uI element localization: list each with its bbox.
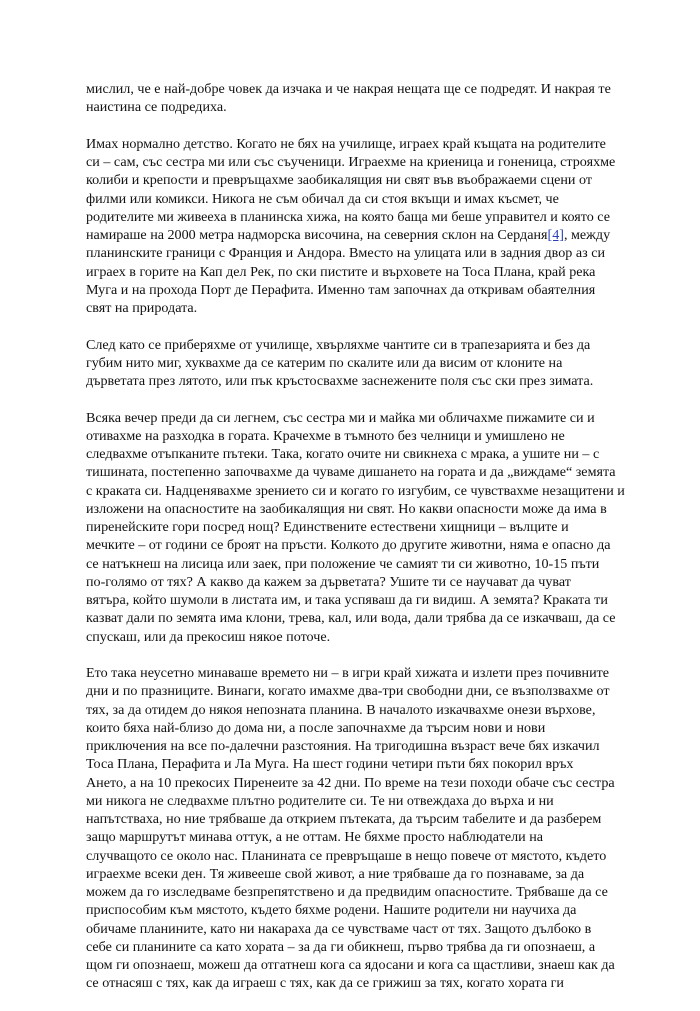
text-line: пиренейските гори посред нощ? Единствените естествени хищници – вълците и	[86, 519, 569, 535]
text-line: ми никога не следвахме плътно родителите си. Те ни отвеждаха до върха и ни	[86, 792, 554, 809]
text-line: наистина се подредиха.	[86, 99, 227, 116]
text-line: планинските граници с Франция и Андора. Вместо на улицата или в задния двор аз си	[86, 245, 606, 262]
text-line: се отнасяш с тях, как да играеш с тях, как да се грижиш за тях, когато хората ги	[86, 975, 564, 992]
text-line: колиби и крепости и превръщахме заобикалящия ни свят във въображаеми сцени от	[86, 172, 592, 189]
text-line: отивахме на разходка в гората. Крачехме в тъмното без челници и умишлено не	[86, 427, 565, 444]
text-line: Ането, а на 10 прекосих Пиренеите за 42 дни. По време на тези походи обаче със сестра	[86, 774, 615, 791]
text-line: щом ги опознаеш, можеш да отгатнеш кога са ядосани и кога са щастливи, знаеш как да	[86, 957, 615, 973]
text-line: мислил, че е най-добре човек да изчака и че накрая нещата ще се подредят. И накрая те	[86, 81, 611, 97]
paragraph	[86, 409, 625, 646]
text-line: играех в горите на Кап дел Рек, по ски пистите и върховете на Тоса Плана, край река	[86, 263, 596, 280]
text-line: филми или комикси. Никога не съм обичал да си стоя вкъщи и имах късмет, че	[86, 190, 559, 207]
paragraph	[86, 80, 614, 117]
text-line: вятъра, който шумоли в листата им, и така успяваш да ги видиш. А земята? Краката ти	[86, 592, 608, 608]
text-line: дни и по празниците. Винаги, когато имахме два-три свободни дни, се възползвахме от	[86, 683, 610, 700]
text-line: изложени на опасностите на заобикалящия ни свят. Но какви опасности може да има в	[86, 500, 607, 517]
text-line: тях, за да отидем до някоя непозната планина. В началото изкачвахме онези върхове,	[86, 701, 596, 718]
text-line: обичаме планините, като ни накараха да се чувстваме част от тях. Защото дълбоко в	[86, 920, 592, 937]
text-line: напътстваха, но ние трябваше да открием пътеката, да търсим табелите и да разберем	[86, 811, 602, 827]
text-line-with-footnote	[86, 226, 614, 244]
text-line: тишината, постепенно започвахме да чуваме дишането на гората и да „виждаме“ земята	[86, 464, 616, 481]
text-line: Имах нормално детство. Когато не бях на училище, играех край къщата на родителите	[86, 135, 606, 152]
document-page	[86, 80, 625, 1011]
text-line: случващото се около нас. Планината се превръщаше в нещо повече от мястото, където	[86, 847, 607, 864]
text-line: играехме всеки ден. Тя живееше свой живот, а ние трябваше да го познаваме, за да	[86, 865, 585, 882]
footnote-link[interactable]: [4]	[547, 227, 564, 243]
text-line: казват дали по земята има клони, трева, кал, или вода, дали трябва да се изкачваш, да се	[86, 610, 616, 627]
paragraph	[86, 135, 614, 318]
text-line: Муга и на прохода Порт де Перафита. Именно там започнах да откривам обаятелния	[86, 281, 596, 298]
text-segment: намираше на 2000 метра надморска височина, на северния склон на Серданя	[86, 227, 548, 243]
paragraph	[86, 336, 614, 391]
text-line: с краката си. Надценявахме зрението си и когато го изгубим, се чувствахме незащитени и	[86, 482, 625, 499]
text-line: себе си планините са като хората – за да ги обикнеш, първо трябва да ги опознаеш, а	[86, 938, 596, 955]
text-line: губим нито миг, хуквахме да се катерим по скалите или да висим от клоните на	[86, 354, 563, 371]
text-line: спускаш, или да прекосиш някое поточе.	[86, 628, 331, 645]
text-line: можем да го изследваме безпрепятствено и да предвидим опасностите. Трябваше да се	[86, 884, 608, 900]
paragraph	[86, 664, 614, 993]
text-line: Ето така неусетно минаваше времето ни – в игри край хижата и излети през почивните	[86, 665, 610, 681]
text-line: които бяха най-близо до дома ни, а после започнахме да търсим нови и нови	[86, 719, 546, 736]
text-segment: , между	[563, 227, 611, 243]
text-line: свят на природата.	[86, 300, 198, 316]
text-line: След като се приберяхме от училище, хвърляхме чантите си в трапезарията и без да	[86, 336, 591, 353]
text-line: се натъкнеш на лисица или заек, при положение че самият ти си животно, 10-15 пъти	[86, 555, 600, 572]
text-line: Всяка вечер преди да си легнем, със сестра ми и майка ми обличахме пижамите си и	[86, 409, 595, 426]
text-line: следвахме отъпканите пътеки. Така, когато очите ни свикнеха с мрака, а ушите ни – с	[86, 446, 600, 462]
text-line: дърветата през лятото, или пък кръстосвахме заснежените поля със ски през зимата.	[86, 373, 594, 389]
text-line: родителите ми живееха в планинска хижа, на която баща ми беше управител и която се	[86, 208, 610, 225]
text-line: защо маршрутът минава оттук, а не оттам. Не бяхме просто наблюдатели на	[86, 829, 543, 846]
text-line: приспособим към мястото, където бяхме родени. Нашите родители ни научиха да	[86, 902, 577, 919]
text-line: мечките – от години се броят на пръсти. Колкото до другите животни, няма е опасно да	[86, 537, 611, 554]
text-line: Тоса Плана, Перафита и Ла Муга. На шест години четири пъти бях покорил връх	[86, 756, 574, 773]
text-line: приключения на все по-далечни разстояния. На тригодишна възраст вече бях изкачил	[86, 738, 600, 754]
text-line: по-голямо от тях? А какво да кажем за дърветата? Ушите ти се научават да чуват	[86, 573, 571, 590]
text-line: си – сам, със сестра ми или със съученици. Играехме на криеница и гоненица, строяхме	[86, 154, 616, 170]
